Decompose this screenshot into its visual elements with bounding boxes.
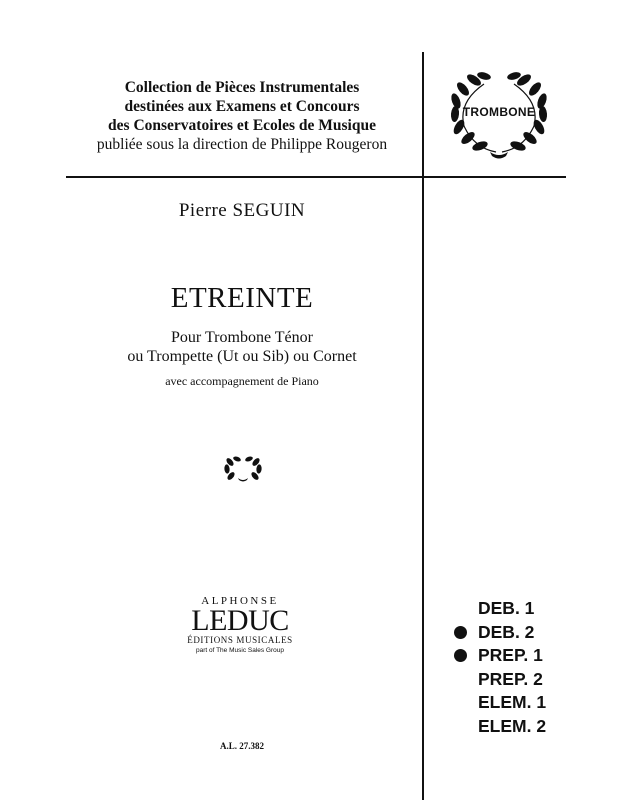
piece-title: ETREINTE [170, 282, 314, 314]
accompaniment-note: avec accompagnement de Piano [165, 374, 319, 388]
level-label: PREP. 2 [478, 668, 543, 689]
collection-header [82, 78, 402, 154]
level-item [452, 668, 562, 692]
level-label: ELEM. 2 [478, 715, 547, 736]
instrument-label: TROMBONE [462, 105, 536, 119]
instrumentation [82, 328, 402, 366]
level-marker-dot [454, 626, 467, 639]
collection-line-4: publiée sous la direction de Philippe Rougeron [96, 136, 388, 153]
level-label: ELEM. 1 [478, 692, 547, 712]
small-wreath-icon [222, 452, 264, 482]
level-marker-dot [454, 649, 467, 662]
composer-name: Pierre SEGUIN [178, 200, 306, 221]
level-marker-dot [454, 696, 467, 709]
horizontal-divider [66, 176, 566, 178]
level-label: DEB. 1 [478, 598, 535, 618]
level-marker-dot [454, 673, 467, 686]
level-marker-dot [454, 602, 467, 615]
catalog-number: A.L. 27.382 [219, 741, 264, 751]
level-item [452, 691, 562, 715]
publisher-name: LEDUC [191, 604, 289, 637]
vertical-divider [422, 52, 424, 800]
level-label: PREP. 1 [478, 645, 543, 665]
publisher-editions: ÉDITIONS MUSICALES [187, 635, 293, 645]
level-label: DEB. 2 [478, 621, 535, 642]
level-list [452, 597, 562, 738]
level-item [452, 644, 562, 668]
level-marker-dot [454, 720, 467, 733]
level-item [452, 597, 562, 621]
publisher-alphonse: ALPHONSE [201, 595, 279, 607]
collection-line-2: destinées aux Examens et Concours [124, 98, 360, 115]
instrumentation-line-2: ou Trompette (Ut ou Sib) ou Cornet [127, 348, 357, 365]
level-item [452, 621, 562, 645]
publisher-logo [140, 595, 340, 655]
collection-line-3: des Conservatoires et Ecoles de Musique [108, 117, 376, 134]
level-item [452, 715, 562, 739]
publisher-group: part of The Music Sales Group [195, 647, 285, 654]
instrumentation-line-1: Pour Trombone Ténor [171, 329, 313, 346]
collection-line-1: Collection de Pièces Instrumentales [124, 79, 360, 96]
